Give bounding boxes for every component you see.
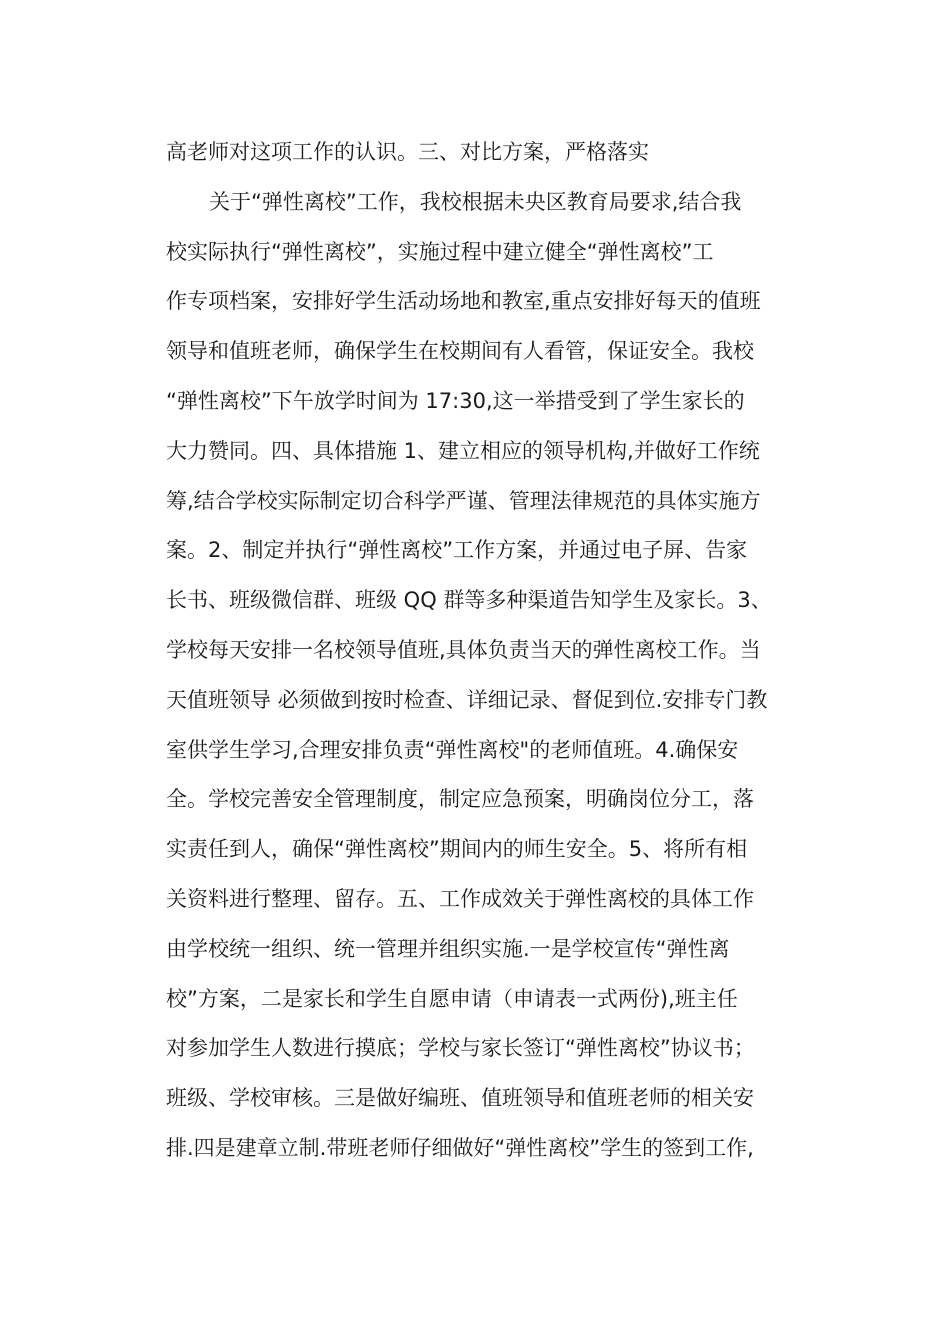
text-line-21: 排.四是建章立制.带班老师仔细做好“弹性离校”学生的签到工作,: [166, 1135, 754, 1160]
text-line-7: 大力赞同。四、具体措施 1、建立相应的领导机构,并做好工作统: [166, 438, 760, 463]
text-line-20: 班级、学校审核。三是做好编班、值班领导和值班老师的相关安: [166, 1086, 754, 1111]
text-line-9: 案。2、制定并执行“弹性离校”工作方案，并通过电子屏、告家: [166, 538, 748, 563]
text-line-5: 领导和值班老师，确保学生在校期间有人看管，保证安全。我校: [166, 339, 754, 364]
text-line-16: 关资料进行整理、留存。五、工作成效关于弹性离校的具体工作: [166, 886, 754, 911]
text-line-12: 天值班领导 必须做到按时检查、详细记录、督促到位.安排专门教: [166, 687, 768, 712]
text-line-19: 对参加学生人数进行摸底；学校与家长签订“弹性离校”协议书；: [166, 1036, 755, 1061]
body-text: [166, 128, 846, 1174]
text-line-13: 室供学生学习,合理安排负责“弹性离校"的老师值班。4.确保安: [166, 737, 739, 762]
text-line-17: 由学校统一组织、统一管理并组织实施.一是学校宣传“弹性离: [166, 936, 730, 961]
text-line-2: 关于“弹性离校”工作，我校根据未央区教育局要求,结合我: [209, 189, 742, 214]
text-line-11: 学校每天安排一名校领导值班,具体负责当天的弹性离校工作。当: [166, 637, 761, 662]
text-line-15: 实责任到人，确保“弹性离校”期间内的师生安全。5、将所有相: [166, 837, 748, 862]
text-line-18: 校”方案，二是家长和学生自愿申请（申请表一式两份),班主任: [166, 986, 738, 1011]
text-line-4: 作专项档案，安排好学生活动场地和教室,重点安排好每天的值班: [166, 289, 761, 314]
text-line-1: 高老师对这项工作的认识。三、对比方案，严格落实: [166, 140, 649, 164]
text-line-3: 校实际执行“弹性离校”，实施过程中建立健全“弹性离校”工: [166, 239, 714, 264]
text-line-14: 全。学校完善安全管理制度，制定应急预案，明确岗位分工，落: [166, 787, 754, 812]
text-line-10: 长书、班级微信群、班级 QQ 群等多种渠道告知学生及家长。3、: [166, 588, 772, 613]
text-line-6: “弹性离校”下午放学时间为 17:30,这一举措受到了学生家长的: [166, 388, 745, 413]
text-line-8: 筹,结合学校实际制定切合科学严谨、管理法律规范的具体实施方: [166, 488, 761, 513]
